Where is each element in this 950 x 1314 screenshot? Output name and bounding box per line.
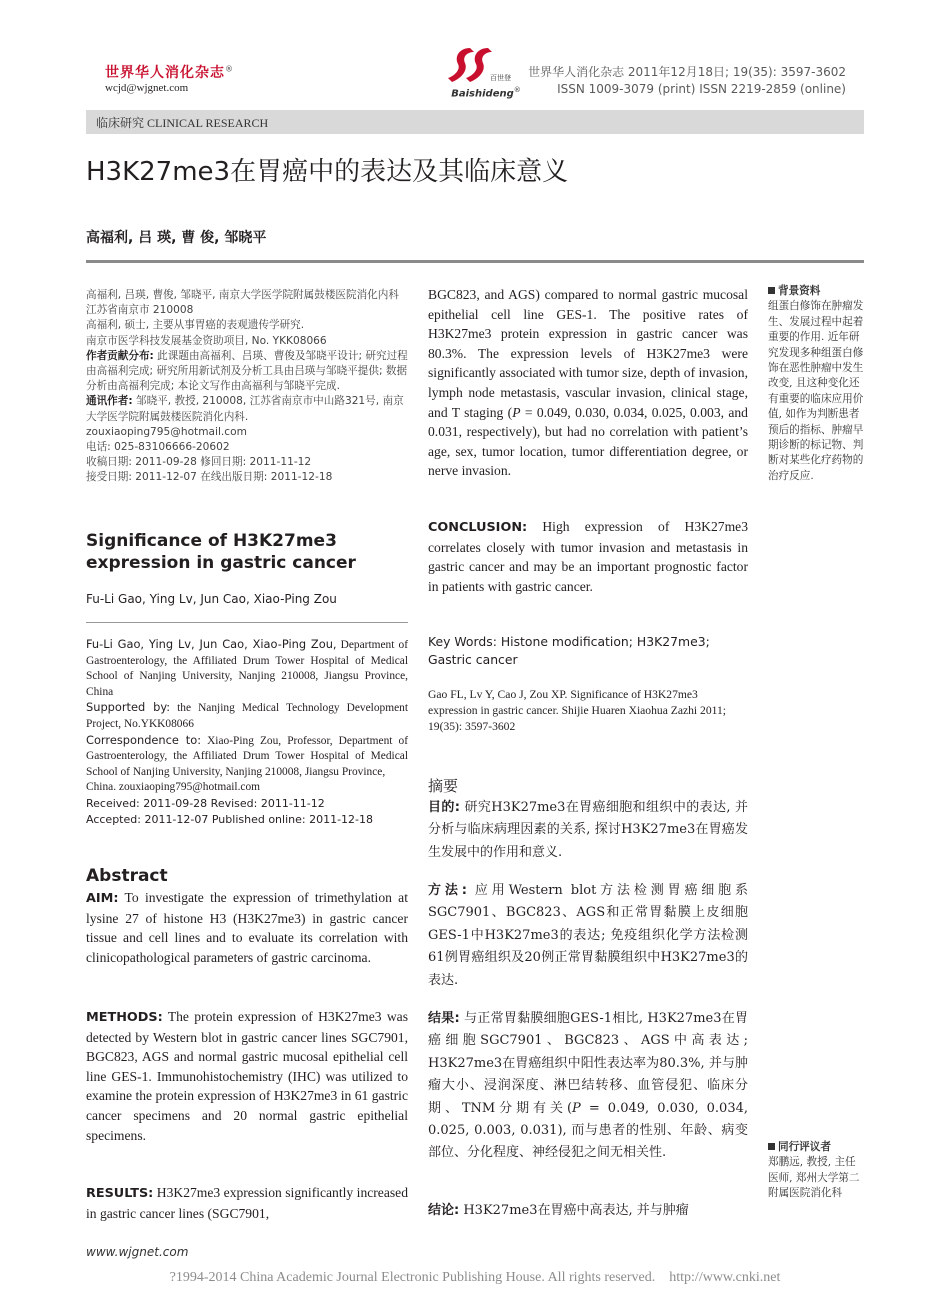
affiliation-names: Fu-Li Gao, Ying Lv, Jun Cao, Xiao-Ping Zou, — [86, 637, 337, 651]
conclusion-label-cn: 结论: — [428, 1203, 460, 1218]
publisher-logo-icon — [440, 44, 530, 88]
abstract-cn-conclusion — [428, 1200, 748, 1222]
sidebar-reviewer-text: 郑鹏远, 教授, 主任医师, 郑州大学第二附属医院消化科 — [768, 1156, 860, 1200]
square-bullet-icon — [768, 1143, 775, 1150]
journal-info-line2: ISSN 1009-3079 (print) ISSN 2219-2859 (online) — [557, 82, 846, 96]
corr-label: 通讯作者: — [86, 395, 133, 408]
abstract-results-part2 — [428, 285, 748, 481]
abstract-methods — [86, 1007, 408, 1145]
corr-en — [86, 733, 408, 781]
results-label-cn: 结果: — [428, 1011, 460, 1026]
affiliation-en — [86, 637, 408, 700]
sidebar-reviewer-title: 同行评议者 — [778, 1141, 831, 1153]
fund-cn: 南京市医学科技发展基金资助项目, No. YKK08066 — [86, 334, 327, 347]
section-bar — [86, 110, 864, 134]
publisher-logo-text: 百世登 — [490, 74, 511, 82]
abstract-cn-results — [428, 1008, 748, 1165]
authors-cn: 高福利, 吕 瑛, 曹 俊, 邹晓平 — [86, 230, 267, 246]
supported-text: the Nanjing Medical Technology Development Project, No.YKK08066 — [86, 702, 408, 730]
results-text-cn-a: 与正常胃黏膜细胞GES-1相比, H3K27me3在胃癌细胞SGC7901、BGC823、AGS中高表达; H3K27me3在胃癌组织中阳性表达率为80.3%, 并与肿瘤大小、浸润深度、淋巴结转移、血管侵犯、临床分期、TNM分期有关( — [428, 1011, 748, 1116]
accepted-en: Accepted: 2011-12-07 Published online: 2011-12-18 — [86, 812, 374, 826]
title-divider — [86, 260, 864, 263]
aim-label-cn: 目的: — [428, 800, 460, 815]
abstract-cn-aim — [428, 797, 748, 864]
journal-name-cn: 世界华人消化杂志 — [105, 65, 225, 81]
conclusion-label: CONCLUSION: — [428, 520, 528, 535]
journal-info-line1: 世界华人消化杂志 2011年12月18日; 19(35): 3597-3602 — [528, 65, 846, 79]
methods-label: METHODS: — [86, 1010, 163, 1025]
results-text-b: BGC823, and AGS) compared to normal gastric mucosal epithelial cell line GES-1. The positive rates of H3K27me3 protein expression in gastric cancer was 80.3%. The expression levels of H3K27me3 were significantly associated with tumor size, depth of invasion, lymph node metastasis, vascular invasion, clinical stage, and T staging ( — [428, 287, 748, 420]
results-text-a: H3K27me3 expression significantly increased in gastric cancer lines (SGC7901, — [86, 1185, 408, 1221]
footer-url[interactable]: www.wjgnet.com — [86, 1245, 189, 1259]
supported-en — [86, 700, 408, 732]
results-text-c: = 0.049, 0.030, 0.034, 0.025, 0.003, and 0.031, respectively), but had no correlation with patient’s age, sex, tumor location, tumor differentiation degree, or nerve invasion. — [428, 404, 748, 479]
author-info-cn — [86, 288, 408, 486]
affiliation-text: Department of Gastroenterology, the Affiliated Drum Tower Hospital of Medical School of Nanjing University, Nanjing 210008, Jiangsu Province, China — [86, 639, 408, 698]
supported-label: Supported by: — [86, 700, 171, 715]
abstract-cn-heading: 摘要 — [428, 777, 459, 795]
corr-email-cn[interactable]: zouxiaoping795@hotmail.com — [86, 425, 247, 438]
contrib-cn — [86, 349, 408, 395]
methods-text-cn: 应用Western blot方法检测胃癌细胞系SGC7901、BGC823、AGS和正常胃黏膜上皮细胞GES-1中H3K27me3的表达; 免疫组织化学方法检测61例胃癌组织及20例正常胃黏膜组织中H3K27me3的表达. — [428, 883, 749, 988]
abstract-cn-methods — [428, 880, 748, 992]
abstract-aim — [86, 888, 408, 967]
journal-logo — [105, 62, 234, 82]
received-en: Received: 2011-09-28 Revised: 2011-11-12 — [86, 796, 325, 810]
sidebar-reviewer — [768, 1140, 866, 1202]
journal-email[interactable]: wcjd@wjgnet.com — [105, 82, 189, 94]
abstract-results-part1 — [86, 1183, 408, 1223]
abstract-heading: Abstract — [86, 866, 168, 886]
corr-label-en: Correspondence to: — [86, 732, 202, 747]
contrib-label: 作者贡献分布: — [86, 349, 154, 362]
results-p-cn: P — [572, 1100, 581, 1116]
results-p: P — [512, 404, 521, 420]
english-authors: Fu-Li Gao, Ying Lv, Jun Cao, Xiao-Ping Zou — [86, 592, 337, 606]
aim-text: To investigate the expression of trimethylation at lysine 27 of histone H3 (H3K27me3) in gastric cancer tissue and cell lines and to evaluate its correlation with clinicopathological parameters of gastric carcinoma. — [86, 890, 408, 965]
methods-text: The protein expression of H3K27me3 was detected by Western blot in gastric cancer lines SGC7901, BGC823, AGS and normal gastric mucosal epithelial cell line GES-1. Immunohistochemistry (IHC) was utilized to examine the protein expression of H3K27me3 in 61 gastric cancer specimens and 20 normal gastric epithelial specimens. — [86, 1009, 408, 1143]
phone-cn: 电话: 025-83106666-20602 — [86, 441, 230, 454]
sidebar-bg-text: 组蛋白修饰在肿瘤发生、发展过程中起着重要的作用. 近年研究发现多种组蛋白修饰在恶性肿瘤中发生改变, 且这种变化还有重要的临床应用价值, 如作为判断患者预后的指标、肿瘤早期诊断的标记物、判断对某些化疗药物的治疗反应. — [768, 300, 864, 482]
sidebar-reviewer-heading — [768, 1140, 866, 1155]
journal-reg-mark: ® — [225, 64, 234, 74]
sidebar-background — [768, 284, 866, 484]
conclusion-text: High expression of H3K27me3 correlates closely with tumor invasion and metastasis in gastric cancer and may be an important prognostic factor in patients with gastric cancer. — [428, 519, 748, 594]
methods-label-cn: 方法: — [428, 883, 467, 898]
english-divider — [86, 622, 408, 623]
article-title: H3K27me3在胃癌中的表达及其临床意义 — [86, 157, 569, 187]
citation: Gao FL, Lv Y, Cao J, Zou XP. Significance of H3K27me3 expression in gastric cancer. Shijie Huaren Xiaohua Zazhi 2011; 19(35): 3597-3602 — [428, 688, 727, 733]
abstract-conclusion — [428, 517, 748, 596]
affiliation-cn: 高福利, 吕瑛, 曹俊, 邹晓平, 南京大学医学院附属鼓楼医院消化内科 江苏省南京市 210008 — [86, 289, 399, 317]
publisher-name — [436, 86, 536, 99]
aim-text-cn: 研究H3K27me3在胃癌细胞和组织中的表达, 并分析与临床病理因素的关系, 探讨H3K27me3在胃癌发生发展中的作用和意义. — [428, 800, 748, 860]
copyright-line: ?1994-2014 China Academic Journal Electronic Publishing House. All rights reserved. http://www.cnki.net — [169, 1270, 781, 1285]
corr-email-en[interactable]: China. zouxiaoping795@hotmail.com — [86, 781, 261, 794]
keywords: Key Words: Histone modification; H3K27me3; Gastric cancer — [428, 634, 710, 667]
aim-label: AIM: — [86, 891, 119, 906]
section-label: 临床研究 CLINICAL RESEARCH — [96, 116, 269, 130]
english-title: Significance of H3K27me3 expression in gastric cancer — [86, 531, 356, 573]
conclusion-text-cn: H3K27me3在胃癌中高表达, 并与肿瘤 — [459, 1203, 689, 1218]
results-label: RESULTS: — [86, 1186, 154, 1201]
sidebar-bg-title: 背景资料 — [778, 285, 821, 297]
bio-cn: 高福利, 硕士, 主要从事胃癌的表观遗传学研究. — [86, 319, 305, 332]
corr-text-en: Xiao-Ping Zou, Professor, Department of Gastroenterology, the Affiliated Drum Tower Hospital of Medical School of Nanjing University, Nanjing 210008, Jiangsu Province, — [86, 734, 408, 778]
dates2-cn: 接受日期: 2011-12-07 在线出版日期: 2011-12-18 — [86, 471, 333, 484]
corr-text: 邹晓平, 教授, 210008, 江苏省南京市中山路321号, 南京大学医学院附属鼓楼医院消化内科. — [86, 395, 404, 423]
author-info-en — [86, 637, 408, 827]
square-bullet-icon — [768, 287, 775, 294]
corr-cn — [86, 394, 408, 424]
contrib-text: 此课题由高福利、吕瑛、曹俊及邹晓平设计; 研究过程由高福利完成; 研究所用新试剂及分析工具由吕瑛与邹晓平提供; 数据分析由高福利完成; 本论文写作由高福利与邹晓平完成. — [86, 349, 408, 393]
results-text-cn-b: = 0.049, 0.030, 0.034, 0.025, 0.003, 0.031), 而与患者的性别、年龄、病变部位、分化程度、神经侵犯之间无相关性. — [428, 1100, 748, 1161]
sidebar-bg-heading — [768, 284, 866, 299]
dates1-cn: 收稿日期: 2011-09-28 修回日期: 2011-11-12 — [86, 456, 312, 469]
publisher-name-text: Baishideng — [451, 88, 514, 100]
publisher-reg-mark: ® — [513, 86, 521, 94]
